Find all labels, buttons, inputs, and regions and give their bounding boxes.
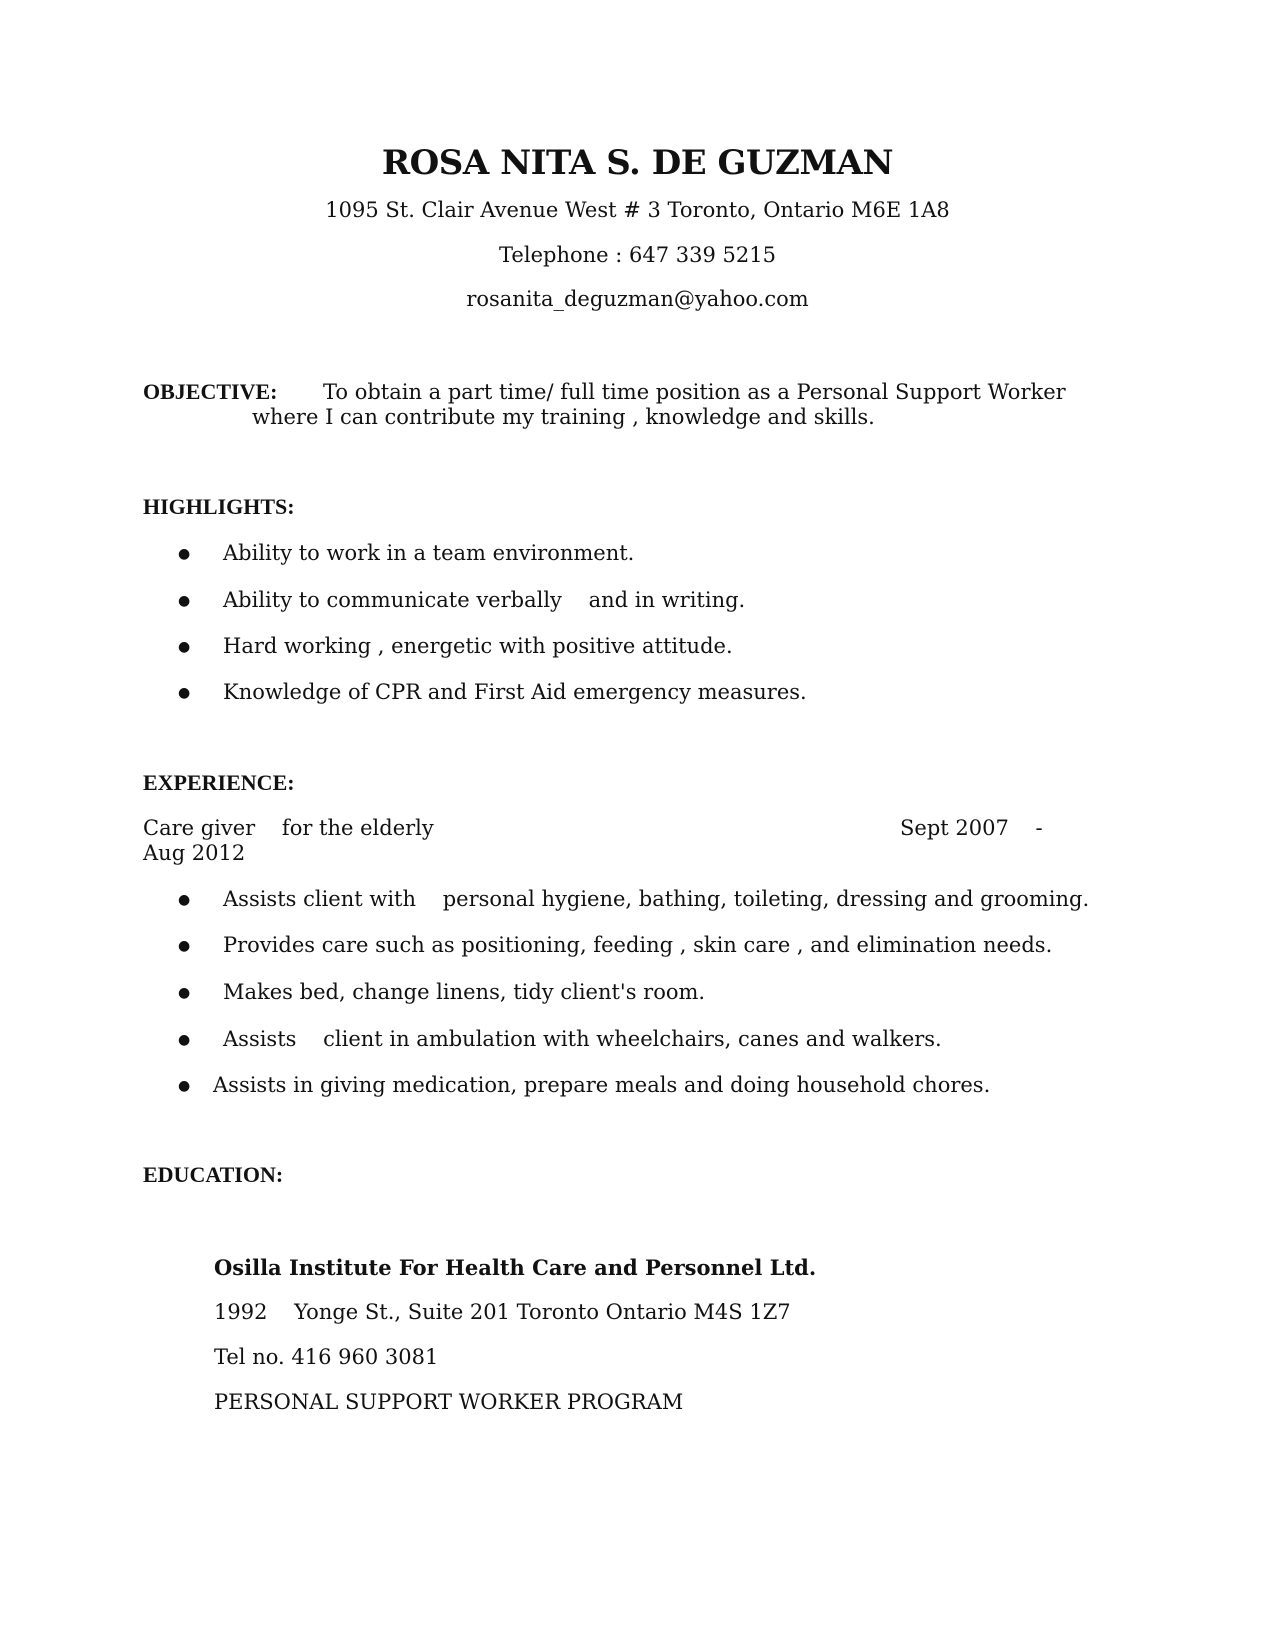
email: rosanita_deguzman@yahoo.com (466, 287, 809, 311)
bullet-icon: ● (178, 938, 191, 954)
telephone: Telephone : 647 339 5215 (499, 243, 776, 267)
program-name: PERSONAL SUPPORT WORKER PROGRAM (214, 1390, 684, 1414)
objective-line-2: where I can contribute my training , knowledge and skills. (252, 405, 875, 429)
bullet-icon: ● (178, 639, 191, 655)
bullet-icon: ● (178, 1078, 191, 1094)
list-item: Hard working , energetic with positive attitude. (223, 634, 733, 658)
education-heading: EDUCATION: (143, 1162, 284, 1187)
list-item: Assists in giving medication, prepare meals and doing household chores. (213, 1073, 991, 1097)
list-item: Makes bed, change linens, tidy client's room. (223, 980, 706, 1004)
list-item: Knowledge of CPR and First Aid emergency measures. (223, 680, 807, 704)
institution-address: 1992 Yonge St., Suite 201 Toronto Ontario M4S 1Z7 (214, 1300, 791, 1324)
highlights-heading: HIGHLIGHTS: (143, 494, 295, 519)
list-item: Assists client with personal hygiene, bathing, toileting, dressing and grooming. (223, 887, 1090, 911)
job-date-end: Aug 2012 (143, 841, 246, 865)
list-item: Ability to communicate verbally and in writing. (223, 588, 746, 612)
bullet-icon: ● (178, 685, 191, 701)
objective-heading: OBJECTIVE: (143, 379, 278, 404)
address: 1095 St. Clair Avenue West # 3 Toronto, Ontario M6E 1A8 (325, 198, 950, 222)
job-date-start: Sept 2007 - (900, 816, 1043, 840)
job-title: Care giver for the elderly (143, 816, 434, 840)
bullet-icon: ● (178, 546, 191, 562)
experience-heading: EXPERIENCE: (143, 770, 295, 795)
institution-name: Osilla Institute For Health Care and Personnel Ltd. (214, 1255, 817, 1280)
objective-line-1: To obtain a part time/ full time position as a Personal Support Worker (323, 380, 1066, 404)
list-item: Assists client in ambulation with wheelchairs, canes and walkers. (223, 1027, 942, 1051)
list-item: Provides care such as positioning, feeding , skin care , and elimination needs. (223, 933, 1053, 957)
bullet-icon: ● (178, 1032, 191, 1048)
bullet-icon: ● (178, 892, 191, 908)
applicant-name: ROSA NITA S. DE GUZMAN (381, 143, 894, 183)
bullet-icon: ● (178, 593, 191, 609)
bullet-icon: ● (178, 985, 191, 1001)
institution-phone: Tel no. 416 960 3081 (214, 1345, 439, 1369)
list-item: Ability to work in a team environment. (223, 541, 635, 565)
